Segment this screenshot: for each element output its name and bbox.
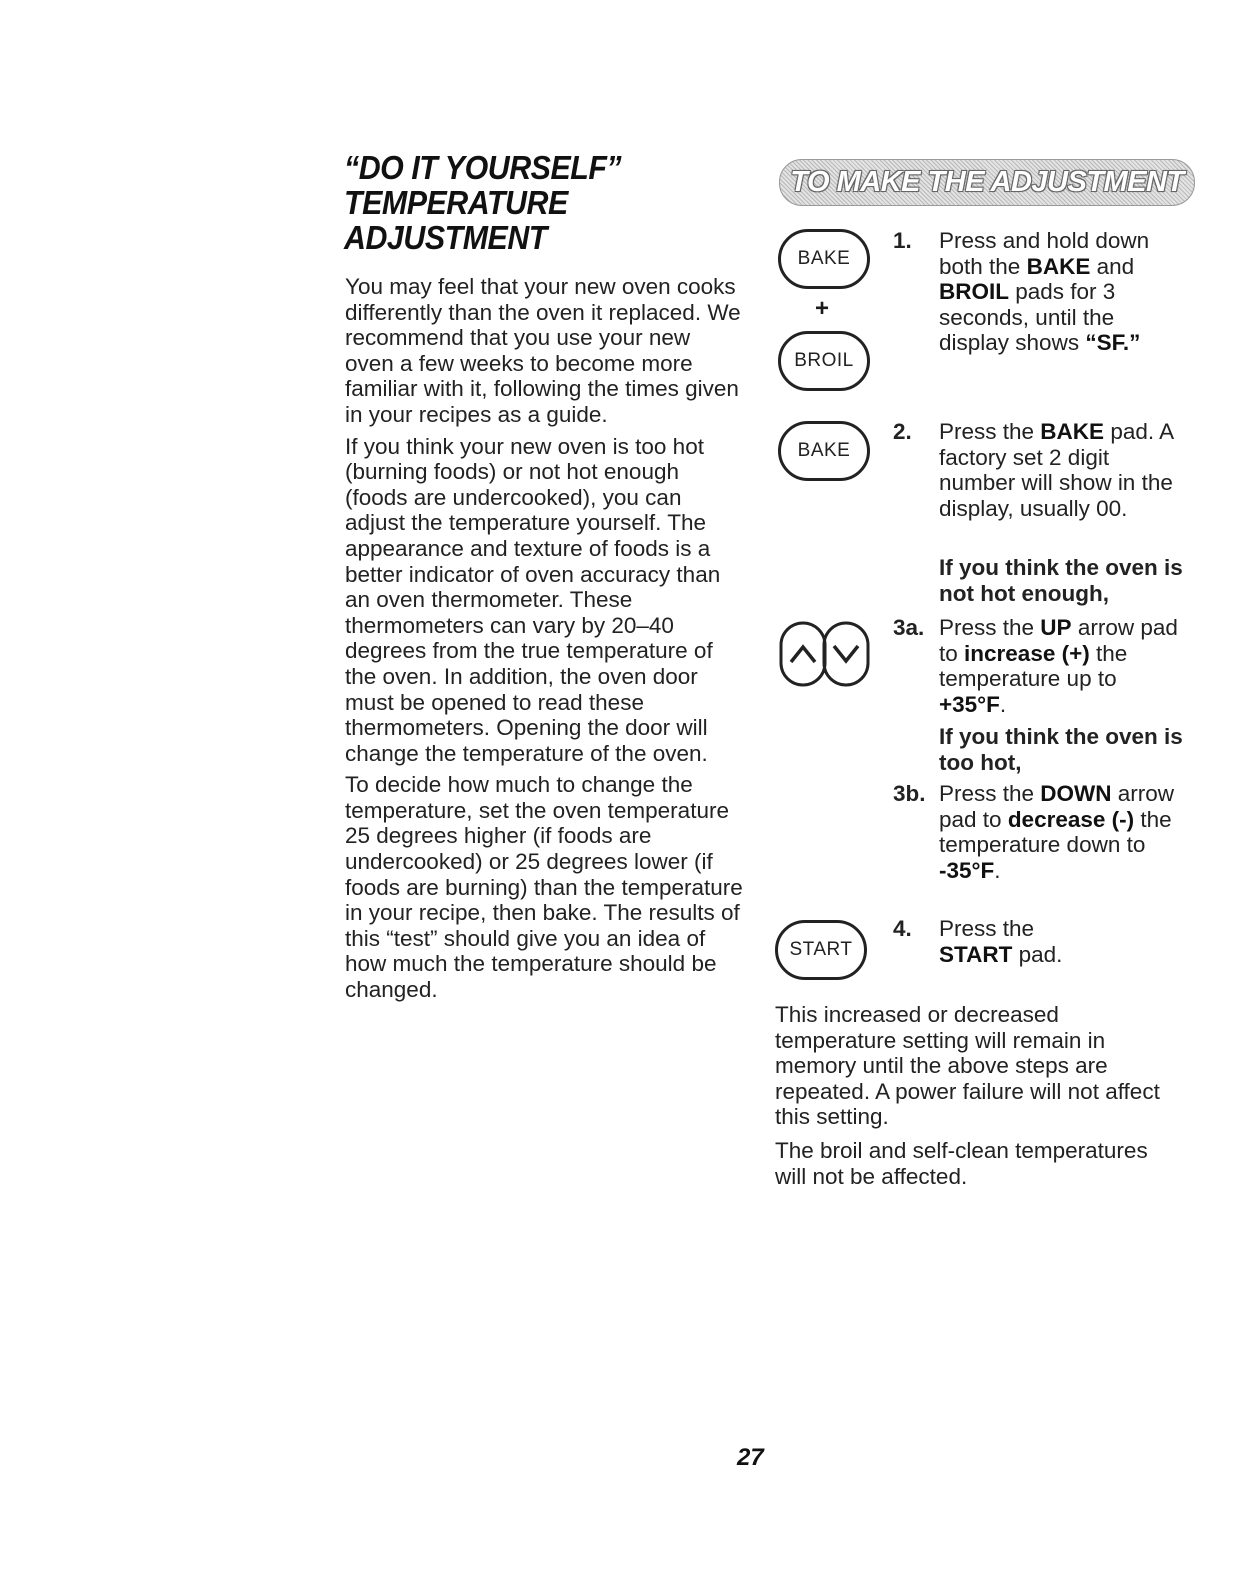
step-2-text-2: pad. A factory set 2 digit number will show in the display, usually 00. <box>939 419 1173 521</box>
down-arrow-pad-icon <box>824 623 868 685</box>
intro-paragraph-2: If you think your new oven is too hot (burning foods) or not hot enough (foods are undercooked), you can adjust the temperature yourself. The appearance and texture of foods is a better indicator of oven accuracy than an oven thermometer. These thermometers can vary by 20–40 degrees from the true temperature of the oven. In addition, the oven door must be opened to read these thermometers. Opening the door will change the temperature of the oven. <box>345 433 721 766</box>
step-1-number: 1. <box>893 228 912 253</box>
bake-pad-icon <box>778 229 870 289</box>
step-3a-period: . <box>999 691 1007 717</box>
step-4 <box>893 916 1183 967</box>
bake-pad-icon-2 <box>778 421 870 481</box>
step-3a-text-3: the temperature up to <box>939 640 1128 692</box>
step-2-bake: BAKE <box>1040 419 1105 444</box>
step-4-text-2: pad. <box>1012 941 1063 967</box>
condition-not-hot-enough: If you think the oven is not hot enough, <box>939 555 1183 606</box>
step-3b-temp: -35°F <box>939 857 995 883</box>
step-1-text: Press and hold down both the <box>939 228 1150 279</box>
step-3b-text: Press the <box>939 781 1041 806</box>
step-3a <box>893 615 1183 717</box>
intro-paragraph-1: You may feel that your new oven cooks differently than the oven it replaced. We recommend that you use your new oven a few weeks to become more familiar with it, following the times given in your recipes as a guide. <box>345 274 741 427</box>
step-1-sf: “SF.” <box>1085 330 1141 356</box>
step-3b-text-2: arrow pad to <box>939 781 1175 832</box>
up-arrow-icon <box>791 647 815 662</box>
notes <box>775 1002 1185 1197</box>
step-3a-text-2: arrow pad to <box>939 615 1178 666</box>
broil-pad-icon <box>778 331 870 391</box>
plus-sign: + <box>815 295 830 322</box>
note-paragraph-1: This increased or decreased temperature setting will remain in memory until the above steps are repeated. A power failure will not affect this setting. <box>775 1002 1160 1130</box>
step-4-number: 4. <box>893 916 912 941</box>
bake-pad-label-2: BAKE <box>797 440 851 461</box>
step-3b-number: 3b. <box>893 781 926 806</box>
start-pad-icon <box>775 920 867 980</box>
step-1-broil: BROIL <box>939 279 1009 305</box>
step-3a-temp: +35°F <box>939 691 1000 717</box>
intro-text <box>345 274 745 1009</box>
title-line-1: “DO IT YOURSELF” <box>344 149 622 186</box>
page-title <box>344 150 744 255</box>
up-arrow-pad-icon <box>781 623 825 685</box>
step-3b <box>893 781 1183 883</box>
condition-too-hot: If you think the oven is too hot, <box>939 724 1183 775</box>
note-paragraph-2: The broil and self-clean temperatures will not be affected. <box>775 1137 1148 1189</box>
bake-pad-label: BAKE <box>797 248 851 269</box>
step-3a-up: UP <box>1040 615 1072 640</box>
page-number: 27 <box>737 1444 764 1471</box>
step-3b-period: . <box>994 857 1001 883</box>
step-3a-number: 3a. <box>893 615 925 640</box>
step-1 <box>893 228 1183 356</box>
section-banner <box>779 159 1195 206</box>
title-line-3: ADJUSTMENT <box>344 219 547 256</box>
up-down-arrow-pads-icon <box>778 620 873 690</box>
step-1-text-2: and <box>1090 253 1135 279</box>
step-3b-down: DOWN <box>1040 781 1112 806</box>
title-line-2: TEMPERATURE <box>344 184 568 221</box>
step-1-bake: BAKE <box>1026 253 1091 279</box>
start-pad-label: START <box>789 939 853 960</box>
step-1-text-3: pads for 3 seconds, until the display shows <box>939 279 1116 356</box>
intro-paragraph-3: To decide how much to change the temperature, set the oven temperature 25 degrees higher (if foods are undercooked) or 25 degrees lower (if foods are burning) than the temperature in your recipe, then bake. The results of this “test” should give you an idea of how much the temperature should be changed. <box>345 772 743 1003</box>
step-3b-text-3: the temperature down to <box>939 806 1172 858</box>
step-2 <box>893 419 1183 521</box>
step-4-text: Press the <box>939 916 1035 941</box>
step-4-start: START <box>939 941 1013 967</box>
step-2-number: 2. <box>893 419 912 444</box>
step-3a-increase: increase (+) <box>964 640 1090 666</box>
step-2-text: Press the <box>939 419 1041 444</box>
down-arrow-icon <box>834 646 858 661</box>
step-3a-text: Press the <box>939 615 1041 640</box>
step-3b-decrease: decrease (-) <box>1007 806 1135 832</box>
broil-pad-label: BROIL <box>794 350 854 371</box>
banner-label: TO MAKE THE ADJUSTMENT <box>790 166 1184 198</box>
